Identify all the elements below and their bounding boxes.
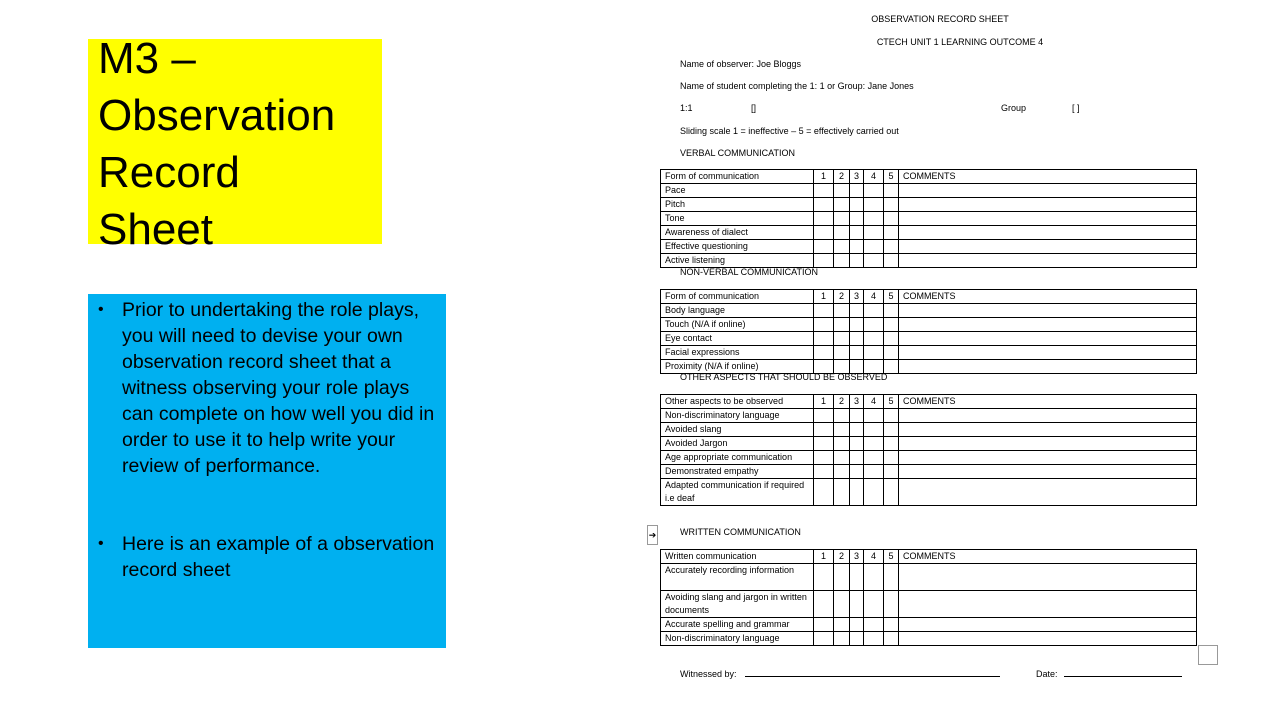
score-cell: [850, 618, 864, 632]
score-cell: [834, 304, 850, 318]
score-cell: [864, 465, 884, 479]
score-cell: [864, 346, 884, 360]
comments-cell: [899, 212, 1197, 226]
comments-cell: [899, 240, 1197, 254]
one-to-one-checkbox: []: [751, 103, 757, 113]
column-header: Form of communication: [661, 290, 814, 304]
observer-name: Name of observer: Joe Bloggs: [680, 59, 802, 69]
score-cell: [864, 318, 884, 332]
score-cell: [884, 618, 899, 632]
table-row: [661, 226, 1197, 240]
comments-cell: [899, 318, 1197, 332]
comments-cell: [899, 479, 1197, 506]
table-row: [661, 332, 1197, 346]
score-cell: [864, 451, 884, 465]
row-label: Facial expressions: [661, 346, 814, 360]
table-row: [661, 240, 1197, 254]
comments-cell: [899, 304, 1197, 318]
score-cell: [884, 198, 899, 212]
score-cell: [850, 318, 864, 332]
score-cell: [814, 451, 834, 465]
score-cell: [884, 564, 899, 591]
score-cell: [864, 212, 884, 226]
score-cell: [864, 240, 884, 254]
score-cell: [834, 409, 850, 423]
table-row: [661, 184, 1197, 198]
witness-label: Witnessed by:: [680, 669, 737, 679]
score-cell: [834, 198, 850, 212]
score-cell: [814, 198, 834, 212]
title-line: Record: [98, 148, 240, 197]
score-cell: [850, 479, 864, 506]
score-cell: [850, 304, 864, 318]
row-label: Effective questioning: [661, 240, 814, 254]
table-row: [661, 465, 1197, 479]
move-handle-icon[interactable]: ➔: [647, 525, 658, 545]
score-cell: [834, 618, 850, 632]
score-cell: [834, 240, 850, 254]
comments-cell: [899, 226, 1197, 240]
score-header: 5: [884, 290, 899, 304]
verbal-table: [660, 169, 1197, 268]
resize-handle-icon[interactable]: [1198, 645, 1218, 665]
witness-line: [745, 668, 1000, 677]
score-cell: [884, 304, 899, 318]
score-cell: [850, 564, 864, 591]
score-cell: [884, 212, 899, 226]
score-cell: [814, 465, 834, 479]
section-title: WRITTEN COMMUNICATION: [680, 527, 801, 537]
score-cell: [864, 409, 884, 423]
score-cell: [884, 591, 899, 618]
score-cell: [850, 212, 864, 226]
score-cell: [850, 451, 864, 465]
score-cell: [814, 409, 834, 423]
score-header: 5: [884, 550, 899, 564]
table-row: [661, 564, 1197, 591]
title-line: M3 –: [98, 34, 196, 83]
score-header: 2: [834, 170, 850, 184]
row-label: Proximity (N/A if online): [661, 360, 814, 374]
score-cell: [850, 346, 864, 360]
one-to-one-label: 1:1: [680, 103, 693, 113]
score-cell: [834, 437, 850, 451]
title-line: Observation: [98, 91, 336, 140]
row-label: Age appropriate communication: [661, 451, 814, 465]
score-cell: [884, 423, 899, 437]
table-row: [661, 437, 1197, 451]
score-cell: [814, 332, 834, 346]
score-cell: [834, 451, 850, 465]
bullet-list: [96, 297, 442, 583]
other-aspects-table: [660, 394, 1197, 506]
score-cell: [834, 212, 850, 226]
section-title: OTHER ASPECTS THAT SHOULD BE OBSERVED: [680, 372, 888, 382]
score-cell: [884, 632, 899, 646]
table-header-row: [661, 170, 1197, 184]
score-cell: [864, 437, 884, 451]
score-cell: [864, 198, 884, 212]
score-cell: [884, 437, 899, 451]
score-header: 5: [884, 395, 899, 409]
comments-cell: [899, 451, 1197, 465]
score-cell: [850, 184, 864, 198]
score-cell: [814, 423, 834, 437]
written-table: [660, 549, 1197, 646]
table-row: [661, 479, 1197, 506]
score-cell: [850, 254, 864, 268]
row-label: Pace: [661, 184, 814, 198]
column-header: Form of communication: [661, 170, 814, 184]
section-title: NON-VERBAL COMMUNICATION: [680, 267, 819, 277]
table-row: [661, 618, 1197, 632]
group-label: Group: [1001, 103, 1027, 113]
table-row: [661, 254, 1197, 268]
row-label: Non-discriminatory language: [661, 632, 814, 646]
score-cell: [850, 198, 864, 212]
row-label: Accurate spelling and grammar: [661, 618, 814, 632]
score-cell: [834, 465, 850, 479]
comments-cell: [899, 254, 1197, 268]
row-label: Body language: [661, 304, 814, 318]
score-cell: [884, 465, 899, 479]
score-cell: [814, 591, 834, 618]
score-cell: [864, 564, 884, 591]
score-cell: [834, 254, 850, 268]
section-title: VERBAL COMMUNICATION: [680, 148, 796, 158]
date-label: Date:: [1036, 669, 1058, 679]
score-cell: [884, 409, 899, 423]
table-row: [661, 346, 1197, 360]
score-cell: [864, 332, 884, 346]
row-label: Awareness of dialect: [661, 226, 814, 240]
score-header: 3: [850, 290, 864, 304]
score-cell: [850, 332, 864, 346]
score-cell: [864, 618, 884, 632]
table-row: [661, 212, 1197, 226]
date-line: [1064, 668, 1182, 677]
comments-cell: [899, 409, 1197, 423]
score-header: 4: [864, 395, 884, 409]
score-cell: [834, 591, 850, 618]
comments-cell: [899, 184, 1197, 198]
score-cell: [814, 479, 834, 506]
score-cell: [864, 184, 884, 198]
row-label: Avoided slang: [661, 423, 814, 437]
score-cell: [864, 423, 884, 437]
score-cell: [850, 409, 864, 423]
score-header: 2: [834, 395, 850, 409]
score-cell: [850, 226, 864, 240]
row-label: Accurately recording information: [661, 564, 814, 591]
observation-sheet-image: [640, 0, 1240, 720]
score-cell: [834, 423, 850, 437]
score-cell: [850, 240, 864, 254]
score-cell: [814, 184, 834, 198]
comments-header: COMMENTS: [899, 395, 1197, 409]
score-header: 4: [864, 550, 884, 564]
score-header: 3: [850, 550, 864, 564]
row-label: Adapted communication if required i.e deaf: [661, 479, 814, 506]
comments-cell: [899, 332, 1197, 346]
score-header: 1: [814, 170, 834, 184]
comments-cell: [899, 632, 1197, 646]
title-line: Sheet: [98, 205, 213, 254]
comments-cell: [899, 465, 1197, 479]
score-cell: [814, 318, 834, 332]
table-header-row: [661, 550, 1197, 564]
score-cell: [814, 226, 834, 240]
row-label: Avoiding slang and jargon in written documents: [661, 591, 814, 618]
score-cell: [884, 226, 899, 240]
score-header: 3: [850, 170, 864, 184]
table-header-row: [661, 290, 1197, 304]
score-header: 1: [814, 395, 834, 409]
score-cell: [884, 318, 899, 332]
comments-header: COMMENTS: [899, 550, 1197, 564]
table-row: [661, 632, 1197, 646]
table-header-row: [661, 395, 1197, 409]
score-cell: [850, 437, 864, 451]
score-cell: [834, 632, 850, 646]
score-cell: [850, 423, 864, 437]
sheet-subheading: CTECH UNIT 1 LEARNING OUTCOME 4: [876, 37, 1044, 47]
scale-note: Sliding scale 1 = ineffective – 5 = effectively carried out: [680, 126, 899, 136]
table-row: [661, 423, 1197, 437]
score-cell: [864, 226, 884, 240]
score-cell: [884, 240, 899, 254]
score-cell: [814, 304, 834, 318]
score-cell: [814, 564, 834, 591]
row-label: Tone: [661, 212, 814, 226]
score-cell: [834, 564, 850, 591]
score-cell: [864, 479, 884, 506]
score-cell: [864, 254, 884, 268]
comments-header: COMMENTS: [899, 170, 1197, 184]
score-cell: [814, 212, 834, 226]
score-cell: [814, 437, 834, 451]
date-field: [1036, 668, 1182, 679]
nonverbal-table: [660, 289, 1197, 374]
table-row: [661, 409, 1197, 423]
score-cell: [834, 332, 850, 346]
score-cell: [814, 346, 834, 360]
score-cell: [884, 332, 899, 346]
table-row: [661, 451, 1197, 465]
row-label: Non-discriminatory language: [661, 409, 814, 423]
score-cell: [814, 618, 834, 632]
score-header: 3: [850, 395, 864, 409]
score-cell: [884, 346, 899, 360]
score-cell: [884, 451, 899, 465]
score-cell: [834, 226, 850, 240]
column-header: Other aspects to be observed: [661, 395, 814, 409]
bullet-item: • Here is an example of a observation record sheet: [96, 531, 442, 583]
score-cell: [884, 479, 899, 506]
score-header: 2: [834, 290, 850, 304]
table-row: [661, 318, 1197, 332]
score-cell: [864, 632, 884, 646]
score-cell: [864, 304, 884, 318]
comments-cell: [899, 564, 1197, 591]
comments-header: COMMENTS: [899, 290, 1197, 304]
score-header: 1: [814, 550, 834, 564]
score-cell: [814, 254, 834, 268]
student-name: Name of student completing the 1: 1 or Group: Jane Jones: [680, 81, 914, 91]
comments-cell: [899, 198, 1197, 212]
score-cell: [884, 184, 899, 198]
row-label: Touch (N/A if online): [661, 318, 814, 332]
table-row: [661, 198, 1197, 212]
row-label: Eye contact: [661, 332, 814, 346]
witness-field: [680, 668, 1000, 679]
comments-cell: [899, 618, 1197, 632]
sheet-heading: OBSERVATION RECORD SHEET: [871, 14, 1009, 24]
score-cell: [850, 465, 864, 479]
score-header: 4: [864, 170, 884, 184]
row-label: Demonstrated empathy: [661, 465, 814, 479]
score-cell: [834, 318, 850, 332]
comments-cell: [899, 423, 1197, 437]
slide-title: [98, 30, 398, 258]
score-cell: [814, 240, 834, 254]
column-header: Written communication: [661, 550, 814, 564]
row-label: Avoided Jargon: [661, 437, 814, 451]
score-header: 2: [834, 550, 850, 564]
score-cell: [834, 346, 850, 360]
score-header: 5: [884, 170, 899, 184]
score-cell: [850, 632, 864, 646]
score-cell: [850, 591, 864, 618]
score-header: 4: [864, 290, 884, 304]
row-label: Pitch: [661, 198, 814, 212]
comments-cell: [899, 360, 1197, 374]
score-header: 1: [814, 290, 834, 304]
score-cell: [834, 479, 850, 506]
score-cell: [864, 591, 884, 618]
comments-cell: [899, 346, 1197, 360]
bullet-item: • Prior to undertaking the role plays, you will need to devise your own observation record sheet that a witness observing your role plays can complete on how well you did in order to use it to help write your review of performance.: [96, 297, 442, 479]
comments-cell: [899, 591, 1197, 618]
score-cell: [814, 632, 834, 646]
score-cell: [834, 184, 850, 198]
table-row: [661, 591, 1197, 618]
row-label: Active listening: [661, 254, 814, 268]
score-cell: [884, 254, 899, 268]
comments-cell: [899, 437, 1197, 451]
group-checkbox: [ ]: [1072, 103, 1080, 113]
table-row: [661, 304, 1197, 318]
